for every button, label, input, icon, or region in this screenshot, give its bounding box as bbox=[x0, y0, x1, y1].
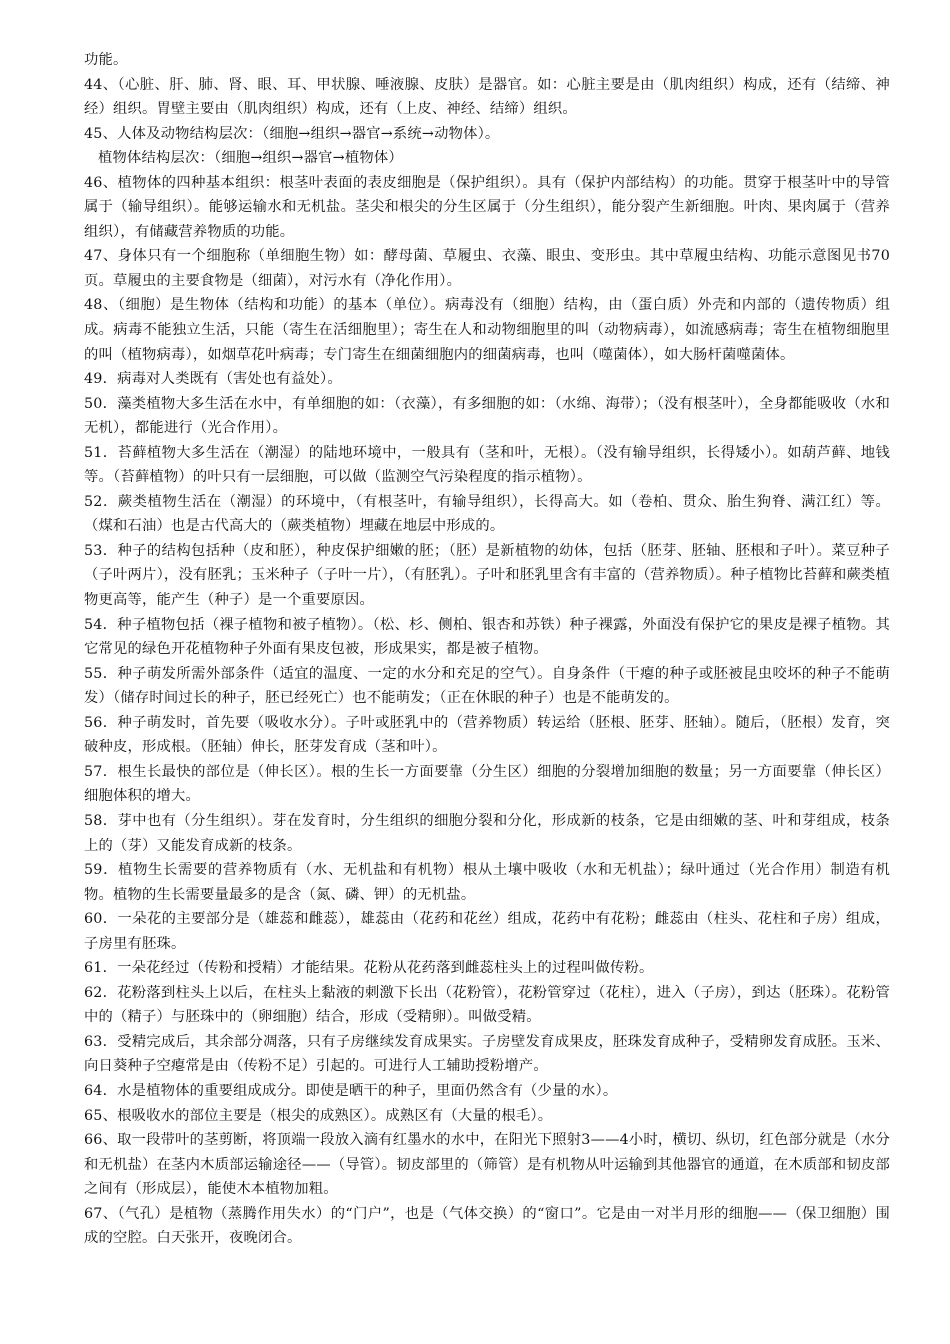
paragraph: 61．一朵花经过（传粉和授精）才能结果。花粉从花药落到雌蕊柱头上的过程叫做传粉。 bbox=[84, 960, 654, 977]
paragraph: 55．种子萌发所需外部条件（适宜的温度、一定的水分和充足的空气）。自身条件（干瘪的种子或胚被昆虫咬坏的种子不能萌发）（储存时间过长的种子，胚已经死亡）也不能萌发；（正在休眠的种子）也是不能萌发的。 bbox=[84, 665, 890, 707]
paragraph: 64．水是植物体的重要组成成分。即使是晒干的种子，里面仍然含有（少量的水）。 bbox=[84, 1082, 618, 1099]
paragraph: 66、取一段带叶的茎剪断，将顶端一段放入滴有红墨水的水中，在阳光下照射3——4小时，横切、纵切，红色部分就是（水分和无机盐）在茎内木质部运输途径——（导管）。韧皮部里的（筛管）是有机物从叶运输到其他器官的通道，在木质部和韧皮部之间有（形成层），能使木本植物加粗。 bbox=[84, 1132, 890, 1198]
paragraph: 48、（细胞）是生物体（结构和功能）的基本（单位）。病毒没有（细胞）结构，由（蛋白质）外壳和内部的（遗传物质）组成。病毒不能独立生活，只能（寄生在活细胞里）；寄生在人和动物细胞里的叫（动物病毒），如流感病毒；寄生在植物细胞里的叫（植物病毒），如烟草花叶病毒；专门寄生在细菌细胞内的细菌病毒，也叫（噬菌体），如大肠杆菌噬菌体。 bbox=[84, 297, 890, 363]
paragraph: 59．植物生长需要的营养物质有（水、无机盐和有机物）根从土壤中吸收（水和无机盐）；绿叶通过（光合作用）制造有机物。植物的生长需要量最多的是含（氮、磷、钾）的无机盐。 bbox=[84, 862, 890, 903]
paragraph: 50．藻类植物大多生活在水中，有单细胞的如：（衣藻），有多细胞的如：（水绵、海带）；（没有根茎叶），全身都能吸收（水和无机），都能进行（光合作用）。 bbox=[84, 395, 890, 437]
paragraph: 功能。 bbox=[84, 52, 128, 68]
paragraph: 60．一朵花的主要部分是（雄蕊和雌蕊），雄蕊由（花药和花丝）组成，花药中有花粉；雌蕊由（柱头、花柱和子房）组成，子房里有胚珠。 bbox=[84, 911, 890, 952]
paragraph: 67、（气孔）是植物（蒸腾作用失水）的“门户”，也是（气体交换）的“窗口”。它是由一对半月形的细胞——（保卫细胞）围成的空腔。白天张开，夜晚闭合。 bbox=[84, 1205, 890, 1247]
paragraph: 49．病毒对人类既有（害处也有益处）。 bbox=[84, 371, 342, 388]
paragraph: 植物体结构层次：（细胞→组织→器官→植物体） bbox=[98, 150, 403, 167]
paragraph: 44、（心脏、肝、肺、肾、眼、耳、甲状腺、唾液腺、皮肤）是器官。如：心脏主要是由（肌肉组织）构成，还有（结缔、神经）组织。胃壁主要由（肌肉组织）构成，还有（上皮、神经、结缔）组织。 bbox=[84, 76, 890, 118]
paragraph: 57．根生长最快的部位是（伸长区）。根的生长一方面要靠（分生区）细胞的分裂增加细胞的数量；另一方面要靠（伸长区）细胞体积的增大。 bbox=[84, 763, 890, 805]
paragraph: 46、植物体的四种基本组织：根茎叶表面的表皮细胞是（保护组织）。具有（保护内部结构）的功能。贯穿于根茎叶中的导管属于（输导组织）。能够运输水和无机盐。茎尖和根尖的分生区属于（分生组织），能分裂产生新细胞。叶肉、果肉属于（营养组织），有储藏营养物质的功能。 bbox=[84, 174, 890, 240]
paragraph: 63．受精完成后，其余部分凋落，只有子房继续发育成果实。子房壁发育成果皮，胚珠发育成种子，受精卵发育成胚。玉米、向日葵种子空瘪常是由（传粉不足）引起的。可进行人工辅助授粉增产。 bbox=[84, 1033, 890, 1075]
paragraph: 47、身体只有一个细胞称（单细胞生物）如：酵母菌、草履虫、衣藻、眼虫、变形虫。其中草履虫结构、功能示意图见书70页。草履虫的主要食物是（细菌），对污水有（净化作用）。 bbox=[84, 248, 890, 289]
paragraph: 53．种子的结构包括种（皮和胚），种皮保护细嫩的胚；（胚）是新植物的幼体，包括（胚芽、胚轴、胚根和子叶）。菜豆种子（子叶两片），没有胚乳；玉米种子（子叶一片），（有胚乳）。子叶和胚乳里含有丰富的（营养物质）。种子植物比苔藓和蕨类植物更高等，能产生（种子）是一个重要原因。 bbox=[84, 542, 890, 609]
paragraph: 52．蕨类植物生活在（潮湿）的环境中，（有根茎叶，有输导组织），长得高大。如（卷柏、贯众、胎生狗脊、满江红）等。（煤和石油）也是古代高大的（蕨类植物）埋藏在地层中形成的。 bbox=[84, 493, 890, 535]
paragraph: 54．种子植物包括（裸子植物和被子植物）。（松、杉、侧柏、银杏和苏铁）种子裸露，外面没有保护它的果皮是裸子植物。其它常见的绿色开花植物种子外面有果皮包被，形成果实，都是被子植物。 bbox=[84, 616, 890, 658]
paragraph: 58．芽中也有（分生组织）。芽在发育时，分生组织的细胞分裂和分化，形成新的枝条，它是由细嫩的茎、叶和芽组成，枝条上的（芽）又能发育成新的枝条。 bbox=[84, 812, 890, 854]
paragraph: 65、根吸收水的部位主要是（根尖的成熟区）。成熟区有（大量的根毛）。 bbox=[84, 1107, 553, 1124]
paragraph: 62．花粉落到柱头上以后，在柱头上黏液的刺激下长出（花粉管），花粉管穿过（花柱），进入（子房），到达（胚珠）。花粉管中的（精子）与胚珠中的（卵细胞）结合，形成（受精卵）。叫做受精。 bbox=[84, 984, 890, 1026]
paragraph: 56．种子萌发时，首先要（吸收水分）。子叶或胚乳中的（营养物质）转运给（胚根、胚芽、胚轴）。随后，（胚根）发育，突破种皮，形成根。（胚轴）伸长，胚芽发育成（茎和叶）。 bbox=[84, 714, 890, 756]
paragraph: 45、人体及动物结构层次：（细胞→组织→器官→系统→动物体）。 bbox=[84, 125, 500, 142]
paragraph: 51．苔藓植物大多生活在（潮湿）的陆地环境中，一般具有（茎和叶，无根）。（没有输导组织，长得矮小）。如葫芦藓、地钱等。（苔藓植物）的叶只有一层细胞，可以做（监测空气污染程度的指示植物）。 bbox=[84, 444, 890, 486]
